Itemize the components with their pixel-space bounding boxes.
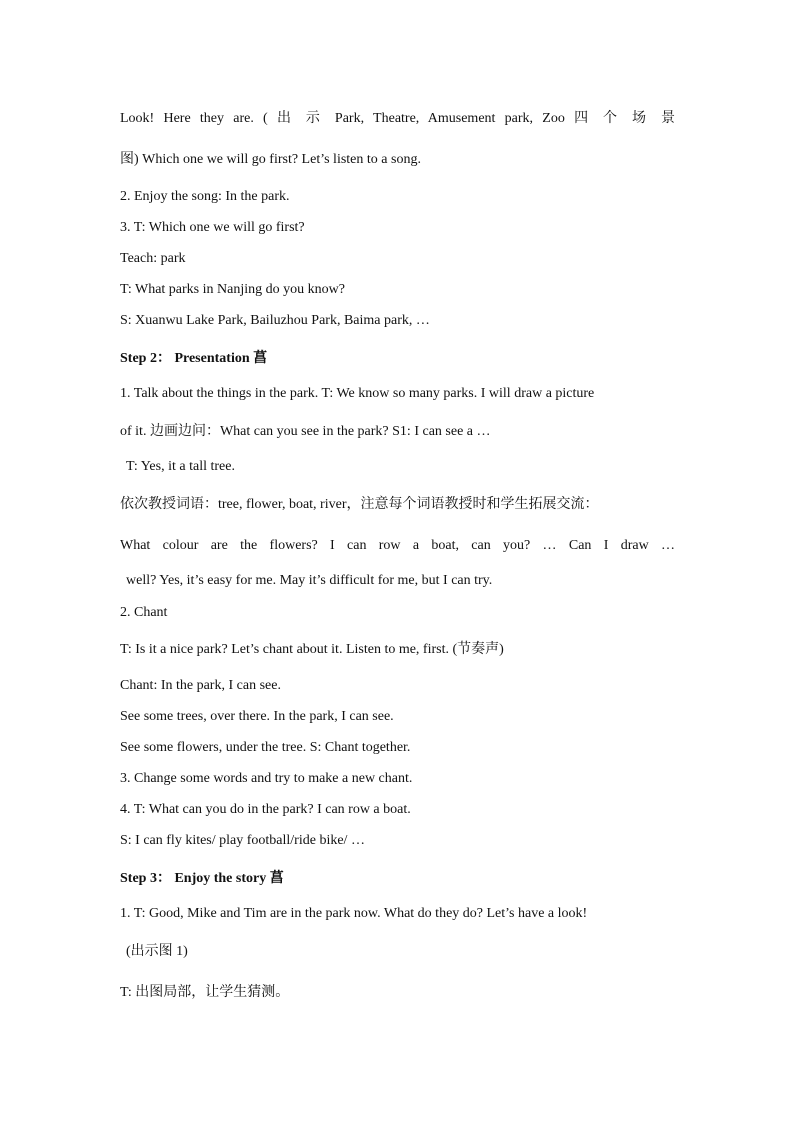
text-line-25: (出示图 1) (126, 944, 188, 959)
text-line-17: Chant: In the park, I can see. (120, 678, 281, 693)
text-line-9: 1. Talk about the things in the park. T: We know so many parks. I will draw a picture (120, 386, 595, 401)
text-line-1: Look! Here they are. ( 出 示 Park, Theatre, Amusement park, Zoo 四 个 场 景 (120, 111, 675, 126)
section-heading-step-2: Step 2： Presentation 菖 (120, 351, 268, 366)
text-line-21: 4. T: What can you do in the park? I can row a boat. (120, 802, 411, 817)
text-line-2: 图) Which one we will go first? Let’s listen to a song. (120, 152, 421, 167)
text-line-11: T: Yes, it a tall tree. (126, 459, 235, 474)
text-line-20: 3. Change some words and try to make a new chant. (120, 771, 413, 786)
text-line-4: 3. T: Which one we will go first? (120, 220, 305, 235)
text-line-19: See some flowers, under the tree. S: Chant together. (120, 740, 411, 755)
text-line-16: T: Is it a nice park? Let’s chant about it. Listen to me, first. (节奏声) (120, 642, 504, 657)
text-line-26: T: 出图局部，让学生猜测。 (120, 985, 290, 1000)
text-line-22: S: I can fly kites/ play football/ride bike/ … (120, 833, 365, 848)
text-line-15: 2. Chant (120, 605, 168, 620)
section-heading-step-3: Step 3： Enjoy the story 菖 (120, 871, 284, 886)
text-line-18: See some trees, over there. In the park, I can see. (120, 709, 394, 724)
text-line-3: 2. Enjoy the song: In the park. (120, 189, 290, 204)
text-line-14: well? Yes, it’s easy for me. May it’s difficult for me, but I can try. (126, 573, 493, 588)
text-line-10: of it. 边画边问：What can you see in the park? S1: I can see a … (120, 424, 491, 439)
text-line-5: Teach: park (120, 251, 186, 266)
text-line-13: What colour are the flowers? I can row a boat, can you? … Can I draw … (120, 538, 675, 553)
text-line-6: T: What parks in Nanjing do you know? (120, 282, 345, 297)
text-line-12: 依次教授词语：tree, flower, boat, river，注意每个词语教授时和学生拓展交流： (120, 497, 599, 512)
text-line-7: S: Xuanwu Lake Park, Bailuzhou Park, Baima park, … (120, 313, 430, 328)
text-line-24: 1. T: Good, Mike and Tim are in the park now. What do they do? Let’s have a look! (120, 906, 588, 921)
